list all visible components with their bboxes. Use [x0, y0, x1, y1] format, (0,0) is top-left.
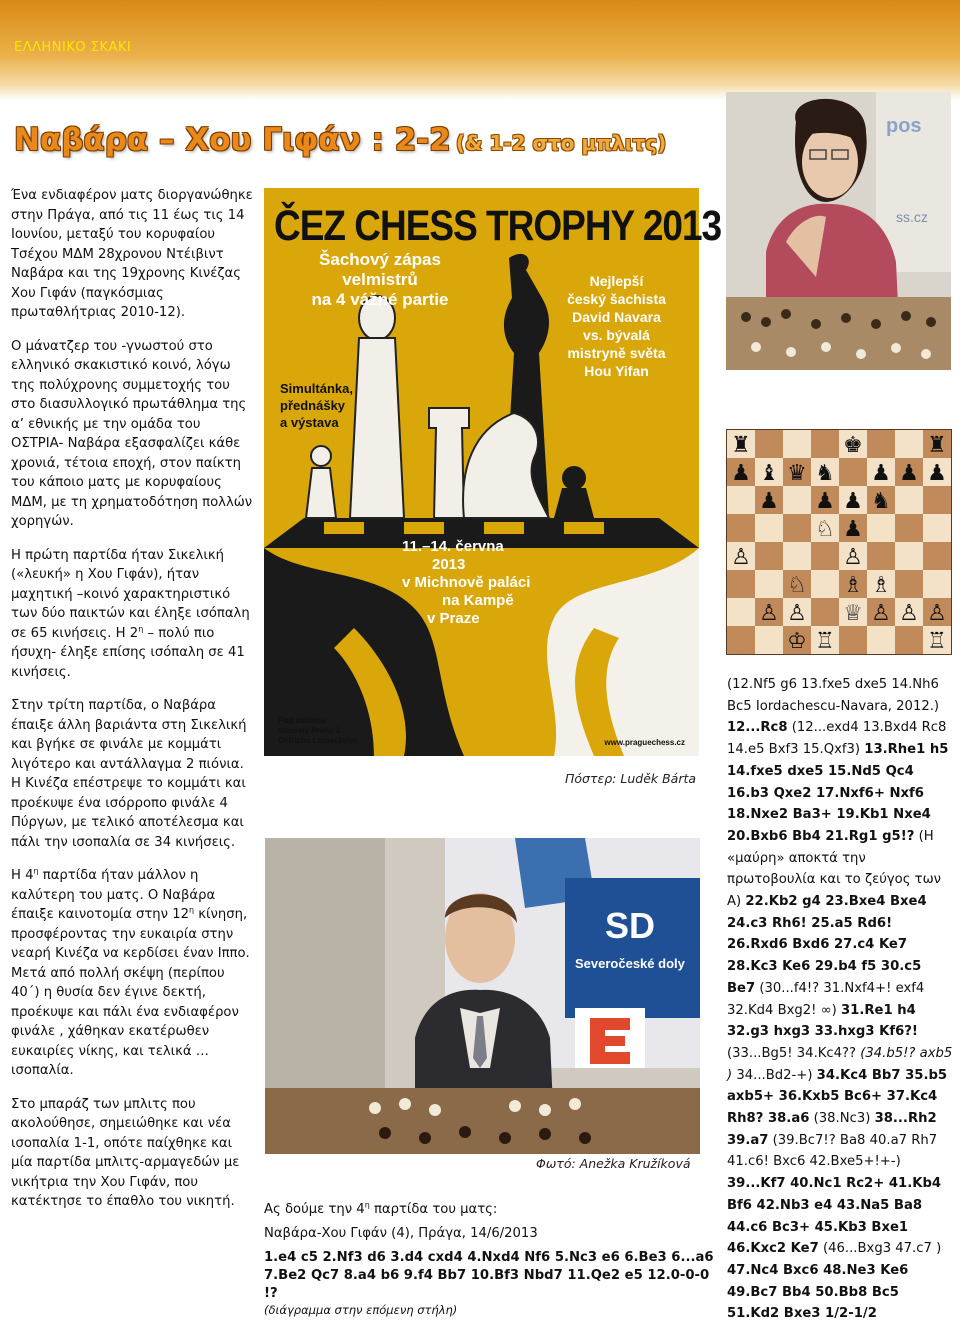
board-square — [923, 486, 951, 514]
chess-piece: ♙ — [871, 600, 891, 626]
board-square — [727, 626, 755, 654]
board-square — [783, 430, 811, 458]
poster-title: ČEZ CHESS TROPHY 2013 — [274, 202, 722, 250]
game-intro — [264, 1199, 714, 1317]
poster-url: www.praguechess.cz — [604, 738, 685, 747]
photo-navara — [265, 838, 700, 1154]
chess-board — [726, 427, 952, 657]
chess-piece: ♚ — [843, 432, 863, 458]
chess-piece: ♕ — [843, 600, 863, 626]
board-square — [839, 626, 867, 654]
chess-piece: ♜ — [731, 432, 751, 458]
svg-text:SD: SD — [605, 905, 656, 946]
chess-piece: ♝ — [759, 460, 779, 486]
board-square — [727, 570, 755, 598]
chess-piece: ♟ — [843, 488, 863, 514]
chess-piece: ♞ — [815, 460, 835, 486]
chess-piece: ♘ — [815, 516, 835, 542]
board-square — [867, 626, 895, 654]
board-square — [867, 542, 895, 570]
chess-piece: ♖ — [927, 628, 947, 654]
board-square — [923, 514, 951, 542]
svg-text:Severočeské doly: Severočeské doly — [575, 956, 685, 971]
board-square — [727, 598, 755, 626]
chess-piece: ♘ — [787, 572, 807, 598]
board-square — [867, 430, 895, 458]
chess-piece: ♟ — [871, 460, 891, 486]
paragraph: Η $4^\eta$ παρτίδα ήταν μάλλον η καλύτερη του ματς. Ο Ναβάρα έπαιξε καινοτομία στην $12^\eta$ κίνηση, προσφέροντας την ευκαιρία στην νεαρή Κινέζα να κερδίσει έναν Ιππο. Μετά από πολλή σκέψη (περίπου 40΄) η θυσία δεν έγινε δεκτή, προέκυψε και πάλι ένα ενδιαφέρον φινάλε , χάθηκαν εκατέρωθεν ευκαιρίες νίκης, και τελικά …ισοπαλία. — [11, 866, 250, 1078]
chess-piece: ♜ — [927, 432, 947, 458]
board-square — [867, 514, 895, 542]
paragraph: Ο μάνατζερ του -γνωστού στο ελληνικό σκακιστικό κοινό, λόγω της πολύχρονης συμμετοχής του στο διασυλλογικό πρωτάθλημα της α’ εθνικής με την ομάδα του ΟΣΤΡΙΑ- Ναβάρα εξασφαλίζει κάθε χρονιά, τέτοια εποχή, στον παίκτη του κάποιο ματς με κορυφαίους ΜΔΜ, με τη χρηματοδότηση πολλών χορηγών. — [11, 338, 253, 529]
game-moves: 1.e4 c5 2.Nf3 d6 3.d4 cxd4 4.Nxd4 Nf6 5.Nc3 e6 6.Be3 6...a6 7.Be2 Qc7 8.a4 b6 9.f4 Bb7 10.Bf3 Nbd7 11.Qe2 e5 12.0-0-0 !? — [264, 1250, 714, 1301]
svg-text:ss.cz: ss.cz — [896, 209, 928, 225]
board-square — [755, 514, 783, 542]
board-square — [923, 570, 951, 598]
board-square — [895, 542, 923, 570]
board-square — [895, 514, 923, 542]
poster-simul: Simultánka, přednášky a výstava — [280, 381, 353, 430]
chess-piece: ♔ — [787, 628, 807, 654]
board-square — [839, 458, 867, 486]
chess-piece: ♙ — [731, 544, 751, 570]
photo-hou-yifan — [726, 92, 951, 370]
board-square — [783, 486, 811, 514]
chess-piece: ♟ — [731, 460, 751, 486]
chess-piece: ♙ — [927, 600, 947, 626]
game-header: Ναβάρα-Χου Γιφάν (4), Πράγα, 14/6/2013 — [264, 1226, 538, 1241]
poster-credit: Πόστερ: Luděk Bárta — [565, 771, 697, 786]
navara-photo-art — [265, 838, 700, 1154]
diagram-note: (διάγραμμα στην επόμενη στήλη) — [264, 1303, 458, 1317]
board-square — [895, 430, 923, 458]
article-left-column — [11, 186, 254, 1226]
board-square — [811, 570, 839, 598]
poster-dates: 11.–14. června 2013 v Michnově paláci na Kampě v Praze — [402, 538, 531, 627]
poster-subtitle: Šachový zápas velmistrů na 4 vážné partie — [311, 250, 449, 309]
header-band — [0, 0, 960, 100]
board-square — [755, 542, 783, 570]
chess-piece: ♟ — [899, 460, 919, 486]
board-square — [923, 542, 951, 570]
paragraph: Ένα ενδιαφέρον ματς διοργανώθηκε στην Πράγα, από τις 11 έως τις 14 Ιουνίου, μεταξύ του κορυφαίου Τσέχου ΜΔΜ 28χρονου Ντέιβιντ Ναβάρα και της 19χρονης Κινέζας Χου Γιφάν (παγκόσμιας πρωταθλήτριας 2010-12). — [11, 188, 253, 320]
chess-piece: ♗ — [843, 572, 863, 598]
board-square — [895, 486, 923, 514]
section-label: ΕΛΛΗΝΙΚΟ ΣΚΑΚΙ — [14, 40, 132, 55]
board-square — [727, 514, 755, 542]
chess-piece: ♟ — [759, 488, 779, 514]
paragraph: Η πρώτη παρτίδα ήταν Σικελική («λευκή» η Χου Γιφάν), ήταν μαχητική –κοινό χαρακτηριστικό των δύο παικτών και έληξε ισόπαλη σε 65 κινήσεις. Η $2^\eta$ – πολύ πιο ήσυχη- έληξε επίσης ισόπαλη σε 41 κινήσεις. — [11, 547, 250, 680]
paragraph: Στην τρίτη παρτίδα, ο Ναβάρα έπαιξε άλλη βαριάντα στη Σικελική και βγήκε σε φινάλε με κομμάτι λιγότερο και αντάλλαγμα 2 πιόνια. Η Κινέζα επέστρεψε το κομμάτι και προέκυψε ένα ισόρροπο φινάλε 4 Πύργων, με τελικό αποτέλεσμα και πάλι την ισοπαλία σε 34 κινήσεις. — [11, 698, 247, 850]
game-intro-line: Ας δούμε την $4^\eta$ παρτίδα του ματς: — [264, 1200, 498, 1217]
board-square — [755, 570, 783, 598]
chess-piece: ♛ — [787, 460, 807, 486]
chess-piece: ♟ — [927, 460, 947, 486]
event-poster — [264, 188, 722, 756]
chess-piece: ♟ — [815, 488, 835, 514]
chess-piece: ♙ — [899, 600, 919, 626]
svg-text:pos: pos — [886, 115, 922, 137]
board-square — [811, 598, 839, 626]
poster-patron: Pod záštitou starosty Prahy 1 Oldřicha Lomeckého — [278, 716, 358, 745]
chess-piece: ♞ — [871, 488, 891, 514]
board-square — [755, 626, 783, 654]
board-square — [811, 542, 839, 570]
chess-piece: ♖ — [815, 628, 835, 654]
game-moves-continued: (12.Nf5 g6 13.fxe5 dxe5 14.Nh6 Bc5 Iordachescu-Navara, 2012.) 12...Rc8 (12...exd4 13.Bxd4 Rc8 14.e5 Bxf3 15.Qxf3) 13.Rhe1 h5 14.fxe5 dxe5 15.Nd5 Qc4 16.b3 Qxe2 17.Nxf6+ Nxf6 18.Nxe2 Ba3+ 19.Kb1 Nxe4 20.Bxb6 Bb4 21.Rg1 g5!? (Η «μαύρη» αποκτά την πρωτοβουλία και το ζεύγος των Α) 22.Kb2 g4 23.Bxe4 Bxe4 24.c3 Rh6! 25.a5 Rd6! 26.Rxd6 Bxd6 27.c4 Ke7 28.Kc3 Ke6 29.b4 f5 30.c5 Be7 (30...f4!? 31.Nxf4+! exf4 32.Kd4 Bxg2! ∞) 31.Re1 h4 32.g3 hxg3 33.hxg3 Kf6?! (33...Bg5! 34.Kc4?? (34.b5!? axb5 ) 34...Bd2-+) 34.Kc4 Bb7 35.b5 axb5+ 36.Kxb5 Bc6+ 37.Kc4 Rh8? 38.a6 (38.Nc3) 38...Rh2 39.a7 (39.Bc7!? Ba8 40.a7 Rh7 41.c6! Bxc6 42.Bxe5+!+-) 39...Kf7 40.Nc1 Rc2+ 41.Kb4 Bf6 42.Nb3 e4 43.Na5 Ba8 44.c6 Bc3+ 45.Kb3 Bxe1 46.Kxc2 Ke7 (46...Bxg3 47.c7 ) 47.Nc4 Bxc6 48.Ne3 Ke6 49.Bc7 Bb4 50.Bb8 Bc5 51.Kd2 Bxe3 1/2-1/2 — [727, 677, 953, 1322]
board-square — [783, 514, 811, 542]
chess-piece: ♙ — [759, 600, 779, 626]
chess-piece: ♙ — [787, 600, 807, 626]
chess-diagram — [726, 427, 952, 657]
chess-piece: ♗ — [871, 572, 891, 598]
hou-yifan-photo-art — [726, 92, 951, 370]
chess-piece: ♙ — [843, 544, 863, 570]
board-square — [895, 626, 923, 654]
title-main: Ναβάρα – Χου Γιφάν : 2-2 — [14, 122, 451, 158]
board-square — [811, 430, 839, 458]
title-sub: (& 1-2 στο μπλιτς) — [455, 131, 667, 155]
paragraph: Στο μπαράζ των μπλιτς που ακολούθησε, σημειώθηκε και νέα ισοπαλία 1-1, οπότε παίχθηκε και μία παρτίδα μπλιτς-αρμαγεδών με νικήτρια την Χου Γιφάν, που κατέκτησε το έπαθλο του νικητή. — [11, 1096, 240, 1209]
board-square — [727, 486, 755, 514]
chess-piece: ♟ — [843, 516, 863, 542]
page-title — [14, 122, 666, 158]
board-square — [895, 570, 923, 598]
board-square — [755, 430, 783, 458]
board-square — [783, 542, 811, 570]
photo-credit: Φωτό: Anežka Kružíková — [536, 1156, 691, 1171]
poster-players: Nejlepší český šachista David Navara vs. bývalá mistryně světa Hou Yifan — [567, 273, 666, 379]
